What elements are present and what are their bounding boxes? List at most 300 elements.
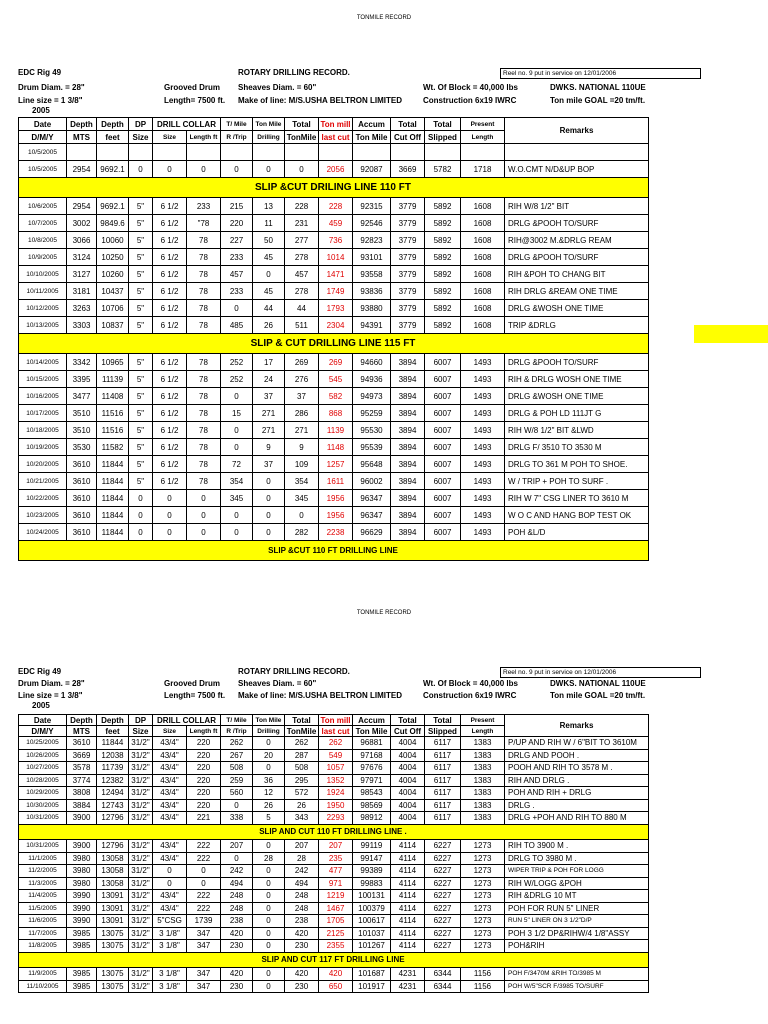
- present-length: 1493: [461, 354, 505, 371]
- collar-length: 78: [187, 266, 221, 283]
- tonmile-last-cut: 1219: [319, 890, 353, 903]
- rig-name: EDC Rig 49: [18, 68, 62, 77]
- collar-length: 0: [187, 877, 221, 890]
- tonmile-last-cut: 1148: [319, 439, 353, 456]
- present-length: 1718: [461, 161, 505, 178]
- tmile-rtrip: 494: [221, 877, 253, 890]
- slip-cut-band: [19, 334, 649, 354]
- remarks: RIH W/LOGG &POH: [505, 877, 649, 890]
- total-slipped: 6117: [425, 762, 461, 775]
- table-row: [19, 840, 649, 853]
- table-row: [19, 473, 649, 490]
- collar-length: 78: [187, 283, 221, 300]
- collar-size: 0: [153, 524, 187, 541]
- col-header-tonmile-last-cut-sub: last cut: [319, 131, 353, 144]
- col-header-tonmile-last-cut: Ton mill: [320, 119, 351, 129]
- remarks: DRLG & POH LD 111JT G: [505, 405, 649, 422]
- depth-mts: 3990: [67, 890, 97, 903]
- dp-size: 5": [129, 371, 153, 388]
- block-weight: Wt. Of Block = 40,000 lbs: [423, 679, 518, 688]
- accum-tonmile: 100131: [353, 890, 391, 903]
- remarks: W O C AND HANG BOP TEST OK: [505, 507, 649, 524]
- total-tonmile: 345: [285, 490, 319, 507]
- tonmile-drilling: 37: [253, 456, 285, 473]
- depth-mts: 3002: [67, 215, 97, 232]
- collar-length: 222: [187, 852, 221, 865]
- collar-size: 43/4": [153, 890, 187, 903]
- depth-mts: 3342: [67, 354, 97, 371]
- depth-feet: 13091: [97, 902, 129, 915]
- total-cutoff: 3779: [391, 232, 425, 249]
- total-cutoff: [391, 144, 425, 161]
- drum-diameter: Drum Diam. = 28": [18, 679, 85, 688]
- accum-tonmile: 96881: [353, 737, 391, 750]
- total-slipped: 6117: [425, 799, 461, 812]
- depth-feet: 11516: [97, 422, 129, 439]
- tonmile-drilling: 26: [253, 799, 285, 812]
- dp-size: 31/2": [129, 968, 153, 981]
- dp-size: 31/2": [129, 812, 153, 825]
- col-header-present-length-sub: Length: [461, 131, 505, 144]
- remarks: POH F/3470M &RIH TO/3985 M: [505, 968, 649, 981]
- total-tonmile: 278: [285, 249, 319, 266]
- col-header-collar-length: Length ft: [187, 726, 221, 737]
- line-length: Length= 7500 ft.: [164, 96, 226, 105]
- table-row: [19, 456, 649, 473]
- depth-feet: 11844: [97, 524, 129, 541]
- collar-size: 5"CSG: [153, 915, 187, 928]
- present-length: 1273: [461, 902, 505, 915]
- depth-mts: 3990: [67, 902, 97, 915]
- accum-tonmile: 95259: [353, 405, 391, 422]
- accum-tonmile: 99389: [353, 865, 391, 878]
- remarks: RIH DRLG &REAM ONE TIME: [505, 283, 649, 300]
- tmile-rtrip: 508: [221, 762, 253, 775]
- col-header-depth-feet: Depth: [97, 715, 129, 726]
- accum-tonmile: 101917: [353, 980, 391, 993]
- dp-size: 0: [129, 490, 153, 507]
- total-slipped: 6007: [425, 439, 461, 456]
- line-length: Length= 7500 ft.: [164, 691, 226, 700]
- depth-feet: 10260: [97, 266, 129, 283]
- total-tonmile: 0: [285, 507, 319, 524]
- dp-size: 31/2": [129, 927, 153, 940]
- collar-length: 222: [187, 890, 221, 903]
- tonmile-drilling: 0: [253, 840, 285, 853]
- total-cutoff: 3779: [391, 266, 425, 283]
- total-tonmile: 44: [285, 300, 319, 317]
- tonmile-drilling: 17: [253, 354, 285, 371]
- present-length: 1493: [461, 524, 505, 541]
- reel-note: Reel no. 9 put in service on 12/01/2006: [500, 68, 701, 79]
- collar-size: 0: [153, 507, 187, 524]
- tmile-rtrip: 262: [221, 737, 253, 750]
- total-tonmile: 276: [285, 371, 319, 388]
- accum-tonmile: 98912: [353, 812, 391, 825]
- collar-length: 78: [187, 371, 221, 388]
- dp-size: 5": [129, 473, 153, 490]
- date: 11/1/2005: [19, 852, 67, 865]
- depth-mts: 3263: [67, 300, 97, 317]
- dp-size: 5": [129, 354, 153, 371]
- present-length: 1608: [461, 283, 505, 300]
- total-tonmile: 354: [285, 473, 319, 490]
- accum-tonmile: 96002: [353, 473, 391, 490]
- col-header-tonmile-last-cut-sub: last cut: [319, 726, 353, 737]
- collar-length: [187, 144, 221, 161]
- total-cutoff: 3894: [391, 405, 425, 422]
- table-row: [19, 507, 649, 524]
- col-header-dp-size-sub: Size: [129, 726, 153, 737]
- date: 10/13/2005: [19, 317, 67, 334]
- col-header-tonmile-drilling-sub: Drilling: [253, 726, 285, 737]
- tonmile-last-cut: 1705: [319, 915, 353, 928]
- depth-mts: 3900: [67, 840, 97, 853]
- slip-cut-band: [19, 178, 649, 198]
- dp-size: 31/2": [129, 787, 153, 800]
- col-header-total-cutoff-sub: Cut Off: [391, 726, 425, 737]
- dp-size: 0: [129, 507, 153, 524]
- tmile-rtrip: 0: [221, 422, 253, 439]
- total-cutoff: 3894: [391, 422, 425, 439]
- total-tonmile: 230: [285, 980, 319, 993]
- remarks: POH &L/D: [505, 524, 649, 541]
- dp-size: 5": [129, 266, 153, 283]
- total-cutoff: 4004: [391, 737, 425, 750]
- dp-size: 5": [129, 317, 153, 334]
- tonmile-last-cut: 1467: [319, 902, 353, 915]
- table-row: [19, 812, 649, 825]
- depth-mts: 3066: [67, 232, 97, 249]
- total-slipped: 6007: [425, 371, 461, 388]
- tonmile-drilling: 44: [253, 300, 285, 317]
- col-header-tonmile-drilling-sub: Drilling: [253, 131, 285, 144]
- line-size: Line size = 1 3/8": [18, 691, 83, 700]
- accum-tonmile: 98543: [353, 787, 391, 800]
- depth-feet: 13075: [97, 980, 129, 993]
- col-header-tmile-rtrip-sub: R /Trip: [221, 726, 253, 737]
- collar-size: 6 1/2: [153, 249, 187, 266]
- remarks: DRLG &POOH TO/SURF: [505, 354, 649, 371]
- table-row: [19, 354, 649, 371]
- collar-size: 43/4": [153, 799, 187, 812]
- date: 10/8/2005: [19, 232, 67, 249]
- tonmile-drilling: 0: [253, 968, 285, 981]
- col-header-date-sub: D/M/Y: [19, 131, 67, 144]
- date: 10/17/2005: [19, 405, 67, 422]
- total-slipped: 6007: [425, 473, 461, 490]
- col-header-dp-size-sub: Size: [129, 131, 153, 144]
- dp-size: 5": [129, 388, 153, 405]
- present-length: 1493: [461, 405, 505, 422]
- total-slipped: 6227: [425, 915, 461, 928]
- depth-mts: 3477: [67, 388, 97, 405]
- depth-mts: 3510: [67, 405, 97, 422]
- date: 11/8/2005: [19, 940, 67, 953]
- accum-tonmile: [353, 144, 391, 161]
- rig-name: EDC Rig 49: [18, 667, 62, 676]
- tonmile-last-cut: 1950: [319, 799, 353, 812]
- table-row: [19, 799, 649, 812]
- date: 11/10/2005: [19, 980, 67, 993]
- collar-length: 78: [187, 456, 221, 473]
- tmile-rtrip: 0: [221, 300, 253, 317]
- total-cutoff: 3779: [391, 249, 425, 266]
- tonmile-last-cut: 971: [319, 877, 353, 890]
- depth-mts: 3610: [67, 524, 97, 541]
- collar-size: 6 1/2: [153, 456, 187, 473]
- col-header-remarks: Remarks: [505, 118, 649, 144]
- depth-feet: 10837: [97, 317, 129, 334]
- tonmile-goal: Ton mile GOAL =20 tm/ft.: [550, 691, 646, 700]
- tonmile-drilling: 0: [253, 980, 285, 993]
- collar-length: 78: [187, 249, 221, 266]
- accum-tonmile: 97971: [353, 774, 391, 787]
- date: 10/31/2005: [19, 840, 67, 853]
- date: 11/3/2005: [19, 877, 67, 890]
- total-tonmile: [285, 144, 319, 161]
- collar-size: 43/4": [153, 737, 187, 750]
- accum-tonmile: 100379: [353, 902, 391, 915]
- tonmile-drilling: 5: [253, 812, 285, 825]
- total-slipped: 6007: [425, 524, 461, 541]
- total-slipped: [425, 144, 461, 161]
- total-slipped: 5782: [425, 161, 461, 178]
- remarks: RIH &POH TO CHANG BIT: [505, 266, 649, 283]
- depth-mts: 3530: [67, 439, 97, 456]
- collar-size: 6 1/2: [153, 198, 187, 215]
- col-header-present-length-sub: Length: [461, 726, 505, 737]
- depth-feet: [97, 144, 129, 161]
- accum-tonmile: 93101: [353, 249, 391, 266]
- drilling-record-table-2: [18, 714, 649, 993]
- date: 10/22/2005: [19, 490, 67, 507]
- accum-tonmile: 92823: [353, 232, 391, 249]
- present-length: 1493: [461, 473, 505, 490]
- depth-mts: 3610: [67, 737, 97, 750]
- line-construction: Construction 6x19 IWRC: [423, 691, 517, 700]
- total-slipped: 6117: [425, 774, 461, 787]
- total-slipped: 6007: [425, 456, 461, 473]
- total-cutoff: 4004: [391, 799, 425, 812]
- tonmile-drilling: 0: [253, 161, 285, 178]
- accum-tonmile: 101267: [353, 940, 391, 953]
- accum-tonmile: 95530: [353, 422, 391, 439]
- total-cutoff: 3779: [391, 317, 425, 334]
- tmile-rtrip: 0: [221, 852, 253, 865]
- table-row: [19, 232, 649, 249]
- remarks: DRLG .: [505, 799, 649, 812]
- tonmile-goal: Ton mile GOAL =20 tm/ft.: [550, 96, 646, 105]
- present-length: 1608: [461, 198, 505, 215]
- tmile-rtrip: 0: [221, 439, 253, 456]
- remarks: DRLG F/ 3510 TO 3530 M: [505, 439, 649, 456]
- col-header-dp-size: DP: [129, 715, 153, 726]
- dp-size: 5": [129, 439, 153, 456]
- record-year: 2005: [32, 106, 50, 115]
- table-row: [19, 161, 649, 178]
- dp-size: 31/2": [129, 902, 153, 915]
- date: 10/29/2005: [19, 787, 67, 800]
- remarks: DRLG &POOH TO/SURF: [505, 215, 649, 232]
- col-header-total-cutoff: Total: [391, 118, 425, 131]
- collar-size: 3 1/8": [153, 940, 187, 953]
- tonmile-last-cut: 1471: [319, 266, 353, 283]
- tonmile-last-cut: 235: [319, 852, 353, 865]
- total-slipped: 5892: [425, 266, 461, 283]
- present-length: 1383: [461, 774, 505, 787]
- present-length: 1273: [461, 865, 505, 878]
- collar-size: 43/4": [153, 812, 187, 825]
- table-row: [19, 317, 649, 334]
- accum-tonmile: 93836: [353, 283, 391, 300]
- collar-length: 78: [187, 232, 221, 249]
- present-length: 1383: [461, 787, 505, 800]
- dp-size: 31/2": [129, 980, 153, 993]
- drawworks: DWKS. NATIONAL 110UE: [550, 679, 646, 688]
- line-make: Make of line: M/S.USHA BELTRON LIMITED: [238, 96, 403, 105]
- collar-size: 3 1/8": [153, 968, 187, 981]
- total-tonmile: 287: [285, 749, 319, 762]
- collar-size: 0: [153, 877, 187, 890]
- tonmile-drilling: 0: [253, 524, 285, 541]
- total-slipped: 5892: [425, 215, 461, 232]
- depth-mts: 3884: [67, 799, 97, 812]
- present-length: 1156: [461, 980, 505, 993]
- table-row: [19, 490, 649, 507]
- col-header-tmile-rtrip: T/ Mile: [221, 715, 253, 726]
- tonmile-drilling: 0: [253, 507, 285, 524]
- tmile-rtrip: 215: [221, 198, 253, 215]
- collar-size: 6 1/2: [153, 215, 187, 232]
- present-length: 1608: [461, 232, 505, 249]
- tmile-rtrip: 259: [221, 774, 253, 787]
- present-length: 1273: [461, 852, 505, 865]
- col-header-tmile-rtrip-sub: R /Trip: [221, 131, 253, 144]
- col-header-total-slipped: Total: [425, 715, 461, 726]
- total-cutoff: 3894: [391, 354, 425, 371]
- slip-cut-label: SLIP & CUT DRILLING LINE 115 FT: [19, 334, 649, 354]
- remarks: POH 3 1/2 DP&RIHW/4 1/8"ASSY: [505, 927, 649, 940]
- depth-feet: 10965: [97, 354, 129, 371]
- total-slipped: 6227: [425, 940, 461, 953]
- present-length: 1273: [461, 940, 505, 953]
- collar-length: 0: [187, 865, 221, 878]
- total-tonmile: 282: [285, 524, 319, 541]
- tmile-rtrip: 0: [221, 161, 253, 178]
- collar-size: 6 1/2: [153, 266, 187, 283]
- remarks: RIH W/8 1/2" BIT: [505, 198, 649, 215]
- col-header-total-tonmile-sub: TonMile: [285, 131, 319, 144]
- depth-mts: 3127: [67, 266, 97, 283]
- table-row: [19, 762, 649, 775]
- total-slipped: 5892: [425, 317, 461, 334]
- accum-tonmile: 96629: [353, 524, 391, 541]
- collar-length: 78: [187, 317, 221, 334]
- collar-length: 220: [187, 762, 221, 775]
- dp-size: 5": [129, 232, 153, 249]
- accum-tonmile: 96347: [353, 507, 391, 524]
- table-row: [19, 774, 649, 787]
- remarks: P/UP AND RIH W / 6"BIT TO 3610M: [505, 737, 649, 750]
- date: 11/6/2005: [19, 915, 67, 928]
- date: 10/9/2005: [19, 249, 67, 266]
- accum-tonmile: 95648: [353, 456, 391, 473]
- collar-length: 78: [187, 439, 221, 456]
- tonmile-last-cut: 262: [319, 737, 353, 750]
- tonmile-drilling: 11: [253, 215, 285, 232]
- col-header-total-tonmile: Total: [285, 118, 319, 131]
- total-slipped: 6227: [425, 852, 461, 865]
- col-header-total-slipped: Total: [425, 118, 461, 131]
- dp-size: 5": [129, 456, 153, 473]
- depth-feet: 12796: [97, 812, 129, 825]
- total-cutoff: 3779: [391, 300, 425, 317]
- depth-feet: 11844: [97, 507, 129, 524]
- collar-length: 78: [187, 422, 221, 439]
- tonmile-last-cut: 1793: [319, 300, 353, 317]
- collar-size: [153, 144, 187, 161]
- total-slipped: 5892: [425, 283, 461, 300]
- table-row: [19, 915, 649, 928]
- table-row: [19, 890, 649, 903]
- tmile-rtrip: 72: [221, 456, 253, 473]
- depth-mts: 3610: [67, 507, 97, 524]
- collar-length: 347: [187, 980, 221, 993]
- accum-tonmile: 94660: [353, 354, 391, 371]
- band-highlight-extension: [694, 325, 768, 343]
- present-length: 1383: [461, 799, 505, 812]
- tmile-rtrip: 248: [221, 890, 253, 903]
- col-header-depth-feet: Depth: [97, 118, 129, 131]
- total-tonmile: 0: [285, 161, 319, 178]
- depth-feet: 11844: [97, 473, 129, 490]
- col-header-accum-tonmile: Accum: [353, 118, 391, 131]
- collar-size: 6 1/2: [153, 354, 187, 371]
- date: 11/2/2005: [19, 865, 67, 878]
- total-tonmile: 271: [285, 422, 319, 439]
- col-header-present-length: Present: [461, 715, 505, 726]
- tonmile-last-cut: 1057: [319, 762, 353, 775]
- tonmile-drilling: 0: [253, 490, 285, 507]
- depth-feet: 11408: [97, 388, 129, 405]
- total-tonmile: 28: [285, 852, 319, 865]
- remarks: DRLG &POOH TO/SURF: [505, 249, 649, 266]
- total-cutoff: 4114: [391, 915, 425, 928]
- date: 10/26/2005: [19, 749, 67, 762]
- total-tonmile: 420: [285, 968, 319, 981]
- total-cutoff: 4114: [391, 890, 425, 903]
- present-length: 1383: [461, 737, 505, 750]
- total-cutoff: 4004: [391, 787, 425, 800]
- accum-tonmile: 101687: [353, 968, 391, 981]
- collar-size: 43/4": [153, 774, 187, 787]
- collar-size: 3 1/8": [153, 980, 187, 993]
- tonmile-last-cut: 1352: [319, 774, 353, 787]
- date: 11/4/2005: [19, 890, 67, 903]
- remarks: DRLG AND POOH .: [505, 749, 649, 762]
- depth-feet: 11739: [97, 762, 129, 775]
- collar-length: 233: [187, 198, 221, 215]
- date: 10/11/2005: [19, 283, 67, 300]
- remarks: POH&RIH: [505, 940, 649, 953]
- present-length: 1493: [461, 388, 505, 405]
- collar-length: 347: [187, 927, 221, 940]
- total-tonmile: 286: [285, 405, 319, 422]
- col-header-remarks: Remarks: [505, 715, 649, 737]
- collar-length: 221: [187, 812, 221, 825]
- collar-size: 0: [153, 865, 187, 878]
